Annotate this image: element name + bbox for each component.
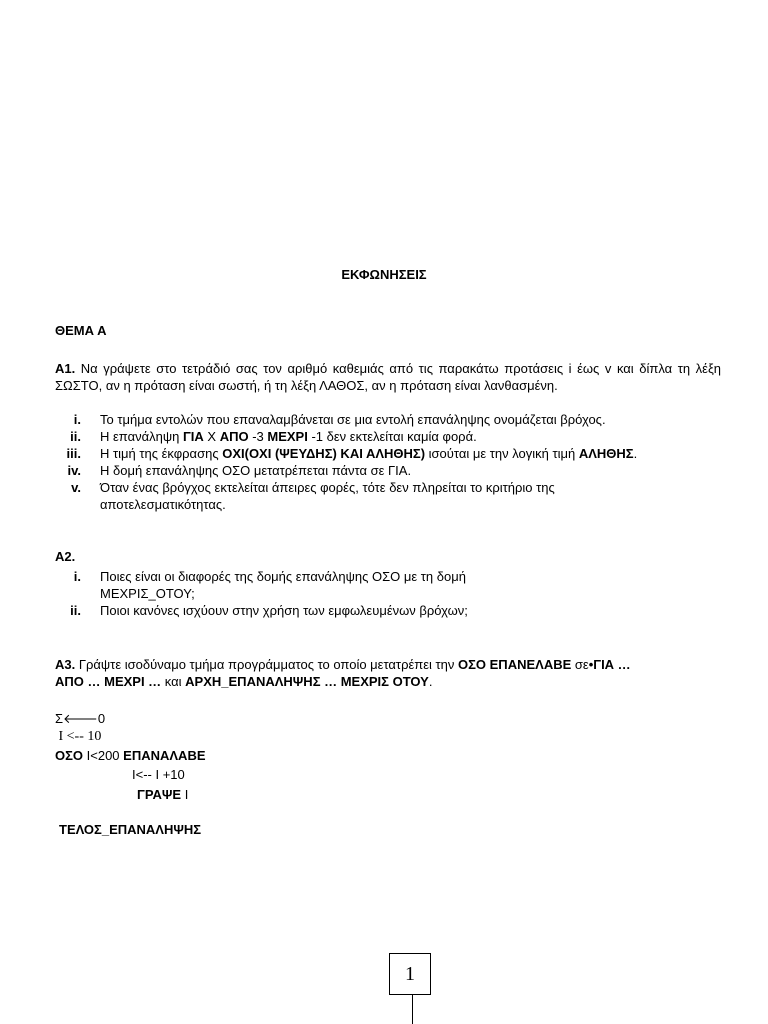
a1-label: Α1. [55,361,76,376]
list-item [55,428,721,445]
item-text: Όταν ένας βρόγχος εκτελείται άπειρες φορές, τότε δεν πληρείται το κριτήριο της [100,480,555,495]
item-text: Ποιες είναι οι διαφορές της δομής επανάληψης ΟΣΟ με τη δομή [100,569,466,584]
item-number: v. [71,480,81,495]
a1-intro [55,360,721,394]
item-text-continued: ΜΕΧΡΙΣ_ΟΤΟΥ; [100,586,195,601]
item-number: ii. [70,429,81,444]
item-number: ii. [70,603,81,618]
section-heading: ΘΕΜΑ Α [55,323,107,338]
page-number: 1 [389,953,431,995]
list-item [55,602,721,619]
item-number: iv. [67,463,81,478]
a3-label: Α3. [55,657,76,672]
list-item [55,462,721,479]
code-line-4: I<-- I +10 [132,767,185,782]
item-number: i. [73,569,81,584]
item-text: Το τμήμα εντολών που επαναλαμβάνεται σε μια εντολή επανάληψης ονομάζεται βρόχος. [100,412,606,427]
a2-label: Α2. [55,549,76,564]
item-text: Η δομή επανάληψης ΟΣΟ μετατρέπεται πάντα σε ΓΙΑ. [100,463,412,478]
item-text: Ποιοι κανόνες ισχύουν στην χρήση των εμφωλευμένων βρόχων; [100,603,468,618]
code-line-5: ΓΡΑΨΕ I [137,787,189,802]
list-item [55,568,721,602]
a2-list [55,568,721,619]
list-item [55,479,721,513]
code-line-6: ΤΕΛΟΣ_ΕΠΑΝΑΛΗΨΗΣ [59,822,202,837]
page-number-divider [412,995,413,1024]
code-line-2: I <-- 10 [55,729,102,744]
item-number: iii. [66,446,81,461]
code-line-3: ΟΣΟ I<200 ΕΠΑΝΑΛΑΒΕ [55,748,206,763]
list-item [55,445,721,462]
code-line-1: Σ🡐0 [55,711,106,726]
document-title: ΕΚΦΩΝΗΣΕΙΣ [341,267,427,282]
a3-prompt: Α3. Γράψτε ισοδύναμο τμήμα προγράμματος το οποίο μετατρέπει την ΟΣΟ ΕΠΑΝΕΛΑΒΕ σε•ΓΙΑ … ΑΠΟ … ΜΕΧΡΙ … και ΑΡΧΗ_ΕΠΑΝΑΛΗΨΗΣ … ΜΕΧΡΙΣ ΟΤΟΥ. [55,657,631,689]
item-text: Η επανάληψη ΓΙΑ Χ ΑΠΟ -3 ΜΕΧΡΙ -1 δεν εκτελείται καμία φορά. [100,429,477,444]
item-number: i. [73,412,81,427]
item-text: Η τιμή της έκφρασης ΟΧΙ(ΟΧΙ (ΨΕΥΔΗΣ) ΚΑΙ ΑΛΗΘΗΣ) ισούται με την λογική τιμή ΑΛΗΘΗΣ. [100,446,638,461]
list-item [55,411,721,428]
a1-intro-text: Να γράψετε στο τετράδιό σας τον αριθμό καθεμιάς από τις παρακάτω προτάσεις i έως v και δίπλα τη λέξη ΣΩΣΤΟ, αν η πρόταση είναι σωστή, ή τη λέξη ΛΑΘΟΣ, αν η πρόταση είναι λανθασμένη. [55,361,721,393]
a1-list [55,411,721,513]
item-text-continued: αποτελεσματικότητας. [100,497,226,512]
